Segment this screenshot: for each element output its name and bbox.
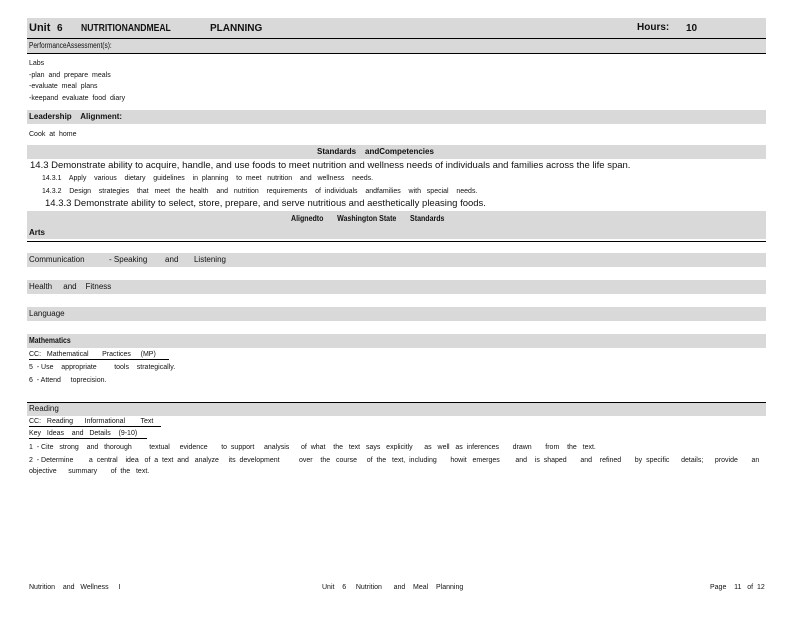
section-health: Health and Fitness [29,282,112,291]
standards-heading: Standards andCompetencies [317,147,434,156]
section-language: Language [29,309,65,318]
hours-value: 10 [686,23,698,34]
reading-bar [27,402,766,416]
reading-key-ideas: Key Ideas and Details (9-10) [29,430,138,437]
performance-item: -keepand evaluate food diary [29,95,126,102]
section-mathematics: Mathematics [29,336,71,345]
reading-item-continued: objective summary of the text. [29,468,150,475]
leadership-heading: Leadership Alignment: [29,112,123,121]
unit-label: Unit [29,22,51,34]
footer-page-number: Page 11 of 12 [710,584,765,591]
reading-item: 2 - Determine a central idea of a text and analyze its development over the course of the text, including howit emerges and is shaped and refined by specific details; provide an [29,457,760,464]
standard-14-3: 14.3 Demonstrate ability to acquire, handle, and use foods to meet nutrition and wellness needs of individuals and families across the life span. [30,160,631,171]
performance-heading-bar [27,39,766,53]
standard-14-3-2: 14.3.2 Design strategies that meet the health and nutrition requirements of individuals andfamilies with special needs. [42,188,478,195]
leadership-heading-bar [27,110,766,124]
footer-center: Unit 6 Nutrition and Meal Planning [322,584,464,591]
aligned-heading: Alignedto Washington State Standards [291,214,445,223]
reading-informational: CC: Reading Informational Text [29,418,154,425]
hours-label: Hours: [637,22,670,33]
section-arts: Arts [29,228,46,237]
reading-item: 1 - Cite strong and thorough textual evidence to support analysis of what the text says explicitly as well as inferences drawn from the text. [29,444,596,451]
language-bar [27,307,766,321]
standard-14-3-3: 14.3.3 Demonstrate ability to select, store, prepare, and serve nutritious and aesthetically pleasing foods. [45,198,486,209]
performance-item: -evaluate meal plans [29,83,98,90]
reading-informational-underline [29,426,161,427]
performance-item: -plan and prepare meals [29,72,111,79]
unit-title: NUTRITIONANDMEAL [81,23,171,34]
reading-key-ideas-underline [29,438,147,439]
performance-item: Labs [29,60,45,67]
section-communication: Communication - Speaking and Listening [29,255,226,264]
math-practices: CC: Mathematical Practices (MP) [29,351,156,358]
mathematics-bar [27,334,766,348]
math-practices-underline [29,359,169,360]
leadership-item: Cook at home [29,131,77,138]
math-item: 5 - Use appropriate tools strategically. [29,364,176,371]
unit-title-2: PLANNING [210,23,263,34]
footer-left: Nutrition and Wellness I [29,584,121,591]
standard-14-3-1: 14.3.1 Apply various dietary guidelines in planning to meet nutrition and wellness needs. [42,175,374,182]
performance-heading: PerformanceAssessment(s): [29,41,112,50]
health-bar [27,280,766,294]
section-reading: Reading [29,404,59,413]
unit-number: 6 [57,23,63,34]
math-item: 6 - Attend toprecision. [29,377,107,384]
